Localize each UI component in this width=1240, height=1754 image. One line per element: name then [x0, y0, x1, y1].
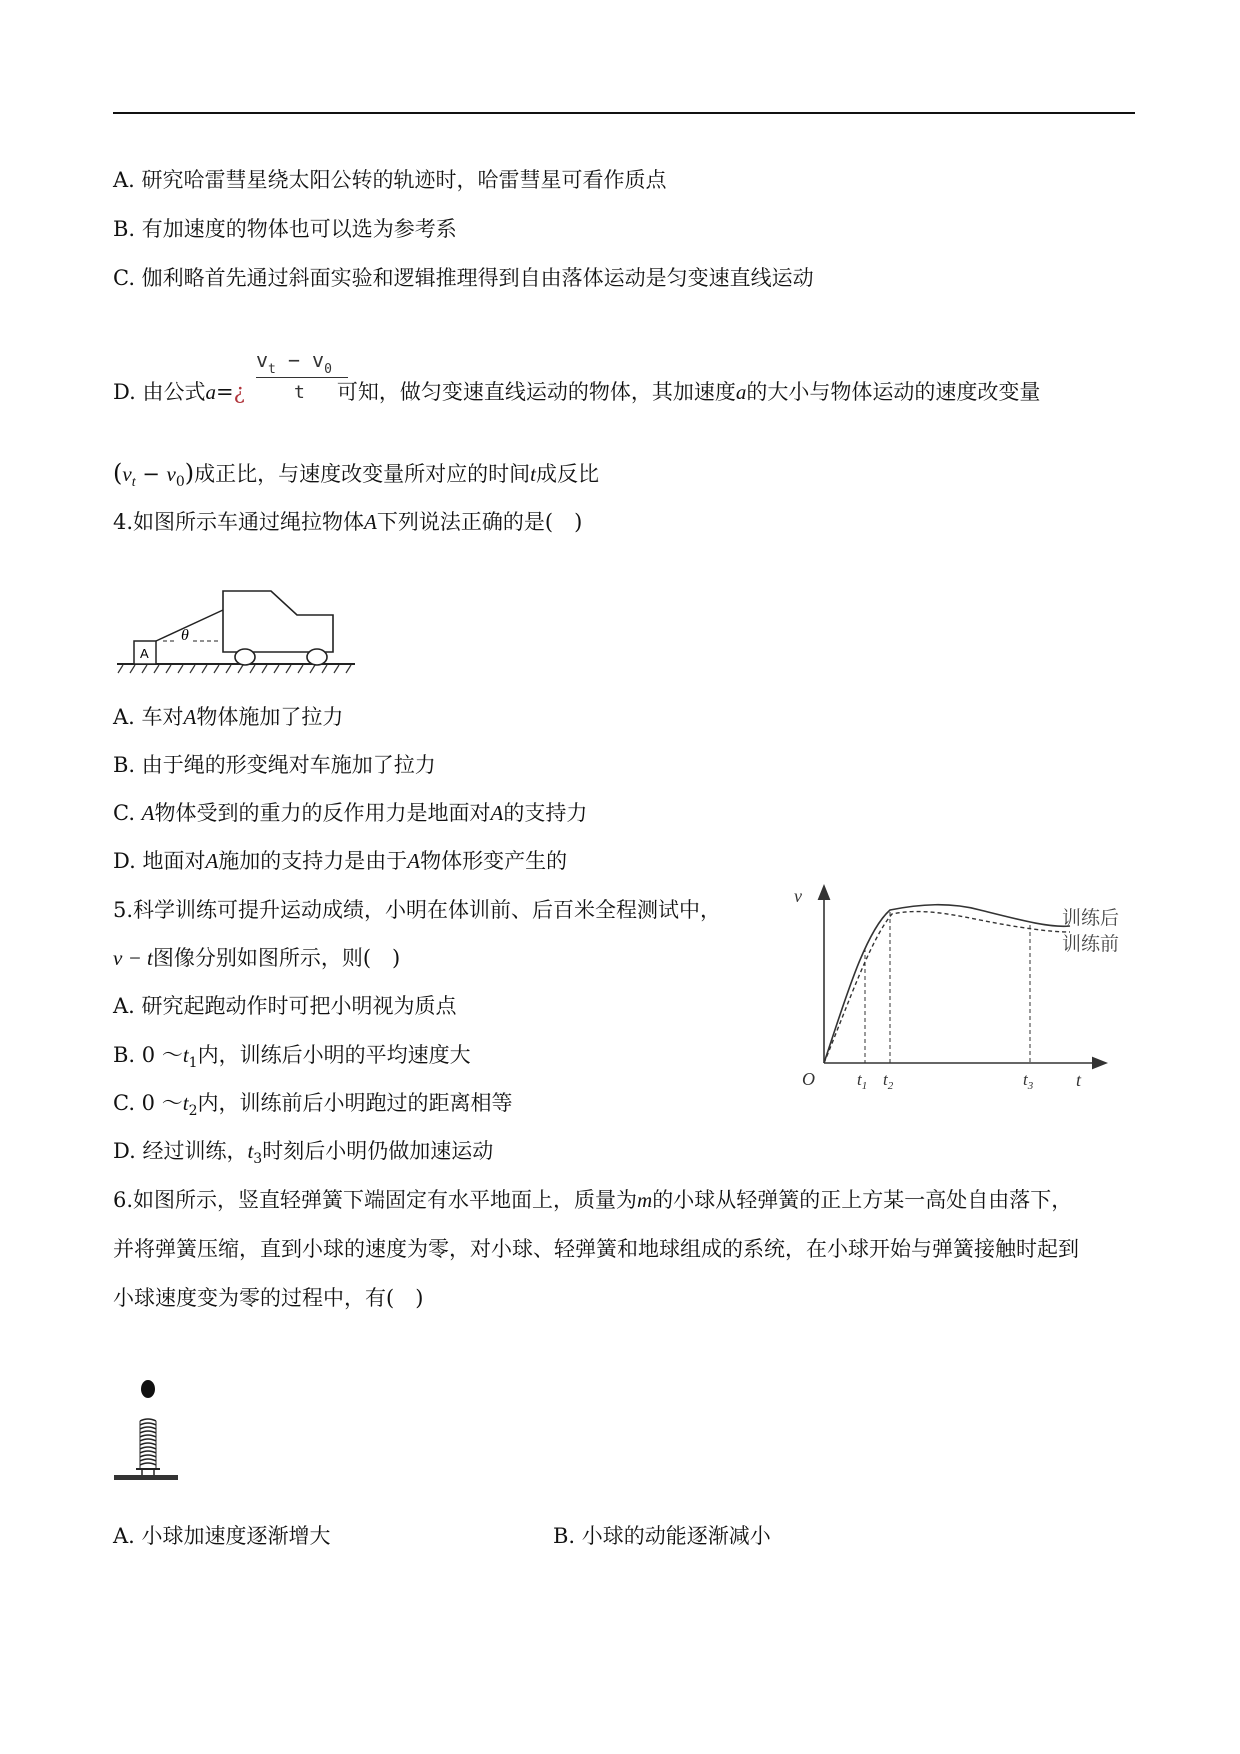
q5-c-sub: 2: [188, 1103, 198, 1119]
q3-option-b: B. 有加速度的物体也可以选为参考系: [113, 217, 457, 241]
q3-d-num-v: v: [256, 348, 269, 372]
legend-before: 训练前: [1062, 933, 1120, 955]
q3-d-after2: 的大小与物体运动的速度改变量: [746, 380, 1041, 404]
q5-d-sub: 3: [253, 1151, 263, 1167]
q4-d-p1: D. 地面对: [113, 849, 206, 873]
q3-d-v0-sub: 0: [175, 474, 185, 490]
curve-after-training: [824, 905, 1070, 1063]
q3-d-t: t: [530, 462, 537, 486]
q3-d-num-sub-t: t: [268, 362, 276, 377]
q3-d-eq: =: [215, 380, 234, 404]
q6-stem-var: m: [637, 1188, 653, 1212]
q4-option-c: [113, 799, 587, 827]
q3-d-num-minus: −: [287, 348, 300, 372]
q5-d-p2: 时刻后小明仍做加速运动: [262, 1139, 494, 1163]
t3-label: $t_3$: [1023, 1070, 1034, 1092]
ball: [141, 1380, 155, 1398]
q3-d-paren-open: (: [113, 459, 123, 487]
q4-c-p3: 的支持力: [503, 801, 588, 825]
q3-d-fraction-bar: [256, 377, 348, 378]
rope: [156, 610, 223, 641]
q3-d-after: 可知，做匀变速直线运动的物体，其加速度: [336, 380, 736, 404]
ball-spring-figure: [112, 1375, 182, 1495]
q3-d-fraction: [256, 348, 348, 406]
box-a-label: A: [140, 646, 149, 661]
q6-stem-line3: 小球速度变为零的过程中，有( ): [113, 1286, 424, 1310]
q4-stem-var: A: [364, 510, 377, 534]
q3-d-a2: a: [735, 380, 747, 404]
q5-c-p1: C. 0 ～: [113, 1091, 183, 1115]
car-wheel-rear: [235, 649, 255, 665]
q5-option-c: [113, 1089, 512, 1125]
q6-option-b: B. 小球的动能逐渐减小: [553, 1524, 771, 1548]
q6-option-a: A. 小球加速度逐渐增大: [113, 1524, 331, 1548]
q5-b-var: t: [182, 1043, 189, 1067]
legend-after: 训练后: [1062, 907, 1120, 929]
q4-d-p2: 施加的支持力是由于: [218, 849, 408, 873]
car-rope-figure: [115, 585, 360, 675]
q6-stem-line2: 并将弹簧压缩，直到小球的速度为零，对小球、轻弹簧和地球组成的系统，在小球开始与弹簧接触时起到: [113, 1237, 1079, 1261]
t1-label: $t_1$: [857, 1070, 868, 1092]
q3-d-prefix: D. 由公式: [113, 380, 206, 404]
q4-d-var1: A: [205, 849, 219, 873]
q3-option-d: [113, 378, 1040, 406]
q6-stem-p1: 6.如图所示，竖直轻弹簧下端固定有水平地面上，质量为: [113, 1188, 638, 1212]
q3-d-line2-end: 成反比: [536, 462, 600, 486]
q5-stem-line1: 5.科学训练可提升运动成绩，小明在体训前、后百米全程测试中，: [113, 898, 722, 922]
q4-c-var1: A: [141, 801, 155, 825]
q5-stem-var: v − t: [113, 946, 153, 970]
q5-stem-line2: [113, 944, 400, 972]
q3-option-c: C. 伽利略首先通过斜面实验和逻辑推理得到自由落体运动是匀变速直线运动: [113, 266, 814, 290]
q6-stem-p2: 的小球从轻弹簧的正上方某一高处自由落下，: [652, 1188, 1073, 1212]
q4-stem-prefix: 4.如图所示车通过绳拉物体: [113, 510, 365, 534]
q4-option-b: B. 由于绳的形变绳对车施加了拉力: [113, 753, 436, 777]
q4-a-var: A: [183, 705, 197, 729]
q3-option-d-line2: [113, 459, 599, 497]
q5-option-d: [113, 1137, 493, 1173]
q4-stem-suffix: 下列说法正确的是( ): [376, 510, 583, 534]
q5-d-var: t: [247, 1139, 254, 1163]
q3-d-v0: v: [166, 462, 176, 486]
q5-option-b: [113, 1041, 471, 1077]
q5-c-var: t: [182, 1091, 189, 1115]
car-body: [223, 591, 333, 652]
q3-option-a: A. 研究哈雷彗星绕太阳公转的轨迹时，哈雷彗星可看作质点: [113, 168, 667, 192]
curve-before-training: [824, 912, 1070, 1063]
q3-d-vt: v: [122, 462, 132, 486]
q5-b-p2: 内，训练后小明的平均速度大: [197, 1043, 471, 1067]
q4-c-p2: 物体受到的重力的反作用力是地面对: [154, 801, 491, 825]
q4-a-p2: 物体施加了拉力: [196, 705, 344, 729]
q5-b-sub: 1: [188, 1055, 198, 1071]
v-axis-label: v: [794, 886, 802, 906]
t-axis-label: t: [1076, 1070, 1082, 1090]
q4-d-p3: 物体形变产生的: [420, 849, 568, 873]
q4-d-var2: A: [407, 849, 421, 873]
t2-label: $t_2$: [883, 1070, 894, 1092]
q3-d-num-v2: v: [312, 348, 325, 372]
q3-d-glitch: ¿: [233, 380, 245, 404]
q6-stem-line1: [113, 1186, 1072, 1214]
spring: [140, 1419, 156, 1465]
q3-d-paren-close: ): [184, 459, 195, 487]
q4-c-p1: C.: [113, 801, 142, 825]
ground: [114, 1475, 178, 1480]
q4-option-a: [113, 703, 343, 731]
q5-d-p1: D. 经过训练，: [113, 1139, 248, 1163]
q3-d-vt-sub: t: [131, 475, 136, 490]
vt-graph: [790, 880, 1140, 1095]
q3-d-line2-text: 成正比，与速度改变量所对应的时间: [194, 462, 531, 486]
q3-d-den: t: [294, 382, 305, 403]
q4-option-d: [113, 847, 567, 875]
origin-label: O: [802, 1069, 815, 1089]
q4-a-p1: A. 车对: [113, 705, 184, 729]
q5-b-p1: B. 0 ～: [113, 1043, 183, 1067]
q5-c-p2: 内，训练前后小明跑过的距离相等: [197, 1091, 513, 1115]
theta-label: θ: [181, 627, 189, 644]
q4-c-var2: A: [490, 801, 504, 825]
q3-d-num-sub-0: 0: [324, 362, 332, 377]
q5-option-a: A. 研究起跑动作时可把小明视为质点: [113, 994, 457, 1018]
car-wheel-front: [307, 649, 327, 665]
q5-stem-text: 图像分别如图所示，则( ): [152, 946, 401, 970]
header-rule: [113, 112, 1135, 114]
q3-d-a: a: [205, 380, 216, 404]
q4-stem: [113, 508, 582, 536]
q3-d-minus: −: [135, 462, 167, 486]
